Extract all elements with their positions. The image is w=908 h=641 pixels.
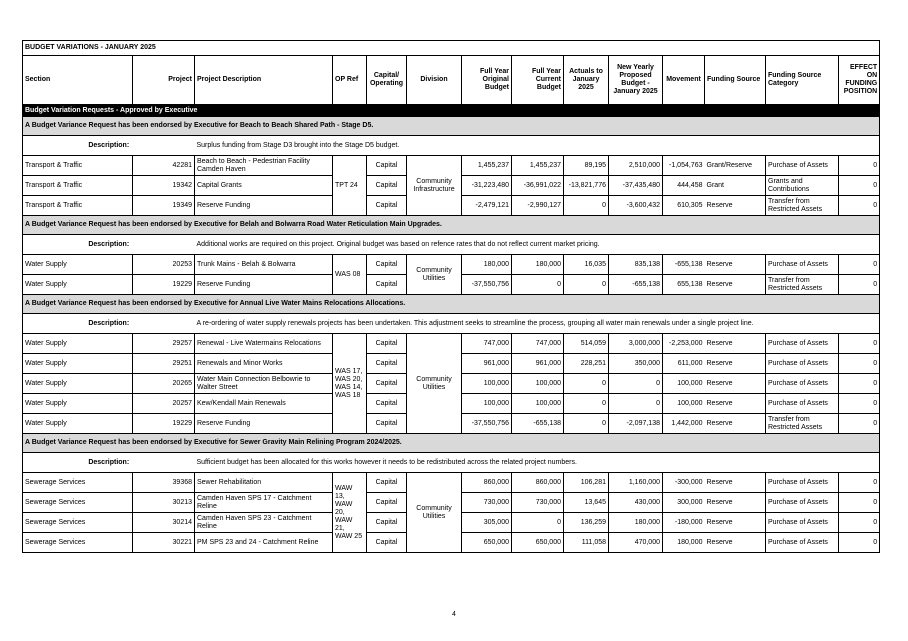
cell-new-yearly: 180,000 xyxy=(609,513,663,533)
cell-effect: 0 xyxy=(839,513,880,533)
cell-description: Camden Haven SPS 23 - Catchment Reline xyxy=(195,513,333,533)
cell-actuals: 0 xyxy=(564,394,609,414)
cell-new-yearly: 1,160,000 xyxy=(609,473,663,493)
division-cell: Community Utilities xyxy=(407,255,462,295)
cell-fy-curr: 100,000 xyxy=(512,394,564,414)
description-text: Surplus funding from Stage D3 brought into the Stage D5 budget. xyxy=(195,136,880,156)
cell-project: 20253 xyxy=(133,255,195,275)
cell-actuals: 16,035 xyxy=(564,255,609,275)
cell-description: Reserve Funding xyxy=(195,414,333,434)
cell-funding-source: Grant xyxy=(705,176,766,196)
cell-actuals: 136,259 xyxy=(564,513,609,533)
cell-effect: 0 xyxy=(839,493,880,513)
cell-fy-orig: -37,550,756 xyxy=(462,275,512,295)
header-capital-operating: Capital/ Operating xyxy=(367,56,407,105)
cell-movement: -2,253,000 xyxy=(663,334,705,354)
approved-banner: Budget Variation Requests - Approved by Executive xyxy=(23,105,880,117)
cell-new-yearly: 0 xyxy=(609,374,663,394)
cell-fy-curr: 0 xyxy=(512,513,564,533)
cell-project: 19342 xyxy=(133,176,195,196)
cell-fy-orig: 100,000 xyxy=(462,394,512,414)
cell-new-yearly: 3,000,000 xyxy=(609,334,663,354)
division-cell: Community Infrastructure xyxy=(407,156,462,216)
cell-section: Water Supply xyxy=(23,255,133,275)
cell-fy-orig: 100,000 xyxy=(462,374,512,394)
cell-effect: 0 xyxy=(839,334,880,354)
cell-effect: 0 xyxy=(839,176,880,196)
cell-description: Renewals and Minor Works xyxy=(195,354,333,374)
cell-cap-op: Capital xyxy=(367,394,407,414)
cell-new-yearly: -655,138 xyxy=(609,275,663,295)
page-number: 4 xyxy=(452,611,456,618)
cell-funding-source: Reserve xyxy=(705,533,766,553)
cell-section: Sewerage Services xyxy=(23,473,133,493)
cell-actuals: 106,281 xyxy=(564,473,609,493)
group-heading: A Budget Variance Request has been endorsed by Executive for Annual Live Water Mains Relocations Allocations. xyxy=(23,295,880,314)
cell-project: 20265 xyxy=(133,374,195,394)
cell-funding-cat: Purchase of Assets xyxy=(766,394,839,414)
cell-movement: 611,000 xyxy=(663,354,705,374)
cell-actuals: 0 xyxy=(564,414,609,434)
cell-actuals: 13,645 xyxy=(564,493,609,513)
cell-new-yearly: 350,000 xyxy=(609,354,663,374)
cell-effect: 0 xyxy=(839,255,880,275)
cell-new-yearly: 2,510,000 xyxy=(609,156,663,176)
cell-funding-source: Reserve xyxy=(705,394,766,414)
cell-cap-op: Capital xyxy=(367,473,407,493)
cell-effect: 0 xyxy=(839,533,880,553)
cell-funding-cat: Purchase of Assets xyxy=(766,493,839,513)
group-heading: A Budget Variance Request has been endorsed by Executive for Belah and Bolwarra Road Water Reticulation Main Upgrades. xyxy=(23,216,880,235)
cell-fy-orig: 305,000 xyxy=(462,513,512,533)
cell-movement: 100,000 xyxy=(663,394,705,414)
cell-movement: -180,000 xyxy=(663,513,705,533)
header-new-yearly: New Yearly Proposed Budget - January 2025 xyxy=(609,56,663,105)
cell-actuals: 89,195 xyxy=(564,156,609,176)
cell-fy-curr: 100,000 xyxy=(512,374,564,394)
cell-section: Sewerage Services xyxy=(23,513,133,533)
cell-description: Renewal - Live Watermains Relocations xyxy=(195,334,333,354)
cell-effect: 0 xyxy=(839,394,880,414)
cell-new-yearly: 470,000 xyxy=(609,533,663,553)
description-label: Description: xyxy=(23,136,195,156)
cell-new-yearly: -2,097,138 xyxy=(609,414,663,434)
cell-fy-orig: 650,000 xyxy=(462,533,512,553)
cell-funding-source: Reserve xyxy=(705,374,766,394)
cell-actuals: 514,059 xyxy=(564,334,609,354)
cell-description: PM SPS 23 and 24 - Catchment Reline xyxy=(195,533,333,553)
cell-movement: 1,442,000 xyxy=(663,414,705,434)
header-movement: Movement xyxy=(663,56,705,105)
cell-funding-cat: Purchase of Assets xyxy=(766,255,839,275)
cell-fy-curr: 1,455,237 xyxy=(512,156,564,176)
cell-funding-cat: Purchase of Assets xyxy=(766,354,839,374)
table-row xyxy=(23,334,880,354)
cell-description: Trunk Mains - Belah & Bolwarra xyxy=(195,255,333,275)
cell-description: Kew/Kendall Main Renewals xyxy=(195,394,333,414)
division-cell: Community Utilities xyxy=(407,334,462,434)
cell-funding-source: Reserve xyxy=(705,473,766,493)
cell-funding-cat: Purchase of Assets xyxy=(766,533,839,553)
cell-actuals: 0 xyxy=(564,196,609,216)
cell-fy-curr: 860,000 xyxy=(512,473,564,493)
cell-funding-source: Reserve xyxy=(705,255,766,275)
op-ref-cell: WAS 17, WAS 20, WAS 14, WAS 18 xyxy=(333,334,367,434)
cell-fy-curr: 650,000 xyxy=(512,533,564,553)
cell-project: 39368 xyxy=(133,473,195,493)
cell-fy-orig: -37,550,756 xyxy=(462,414,512,434)
cell-funding-cat: Transfer from Restricted Assets xyxy=(766,414,839,434)
cell-fy-orig: 1,455,237 xyxy=(462,156,512,176)
cell-movement: 100,000 xyxy=(663,374,705,394)
cell-fy-orig: 180,000 xyxy=(462,255,512,275)
table-title: BUDGET VARIATIONS - JANUARY 2025 xyxy=(23,41,880,56)
cell-effect: 0 xyxy=(839,354,880,374)
cell-description: Capital Grants xyxy=(195,176,333,196)
cell-funding-cat: Grants and Contributions xyxy=(766,176,839,196)
cell-funding-source: Reserve xyxy=(705,334,766,354)
cell-funding-cat: Transfer from Restricted Assets xyxy=(766,275,839,295)
cell-effect: 0 xyxy=(839,156,880,176)
cell-effect: 0 xyxy=(839,473,880,493)
cell-project: 19229 xyxy=(133,414,195,434)
header-full-year-original: Full Year Original Budget xyxy=(462,56,512,105)
description-label: Description: xyxy=(23,235,195,255)
cell-description: Reserve Funding xyxy=(195,275,333,295)
cell-effect: 0 xyxy=(839,414,880,434)
cell-funding-cat: Purchase of Assets xyxy=(766,374,839,394)
cell-description: Beach to Beach - Pedestrian Facility Camden Haven xyxy=(195,156,333,176)
cell-section: Water Supply xyxy=(23,394,133,414)
cell-funding-source: Reserve xyxy=(705,513,766,533)
cell-movement: 300,000 xyxy=(663,493,705,513)
cell-fy-curr: 961,000 xyxy=(512,354,564,374)
cell-cap-op: Capital xyxy=(367,354,407,374)
cell-cap-op: Capital xyxy=(367,156,407,176)
cell-new-yearly: 430,000 xyxy=(609,493,663,513)
cell-cap-op: Capital xyxy=(367,255,407,275)
cell-funding-source: Grant/Reserve xyxy=(705,156,766,176)
cell-new-yearly: 835,138 xyxy=(609,255,663,275)
cell-movement: -655,138 xyxy=(663,255,705,275)
cell-fy-curr: -655,138 xyxy=(512,414,564,434)
description-label: Description: xyxy=(23,314,195,334)
description-text: Sufficient budget has been allocated for this works however it needs to be redistributed across the related project numbers. xyxy=(195,453,880,473)
cell-fy-orig: -31,223,480 xyxy=(462,176,512,196)
cell-funding-cat: Purchase of Assets xyxy=(766,156,839,176)
cell-section: Water Supply xyxy=(23,354,133,374)
cell-project: 20257 xyxy=(133,394,195,414)
header-section: Section xyxy=(23,56,133,105)
cell-new-yearly: 0 xyxy=(609,394,663,414)
header-effect-on-funding: EFFECT ON FUNDING POSITION xyxy=(839,56,880,105)
cell-effect: 0 xyxy=(839,374,880,394)
cell-actuals: 228,251 xyxy=(564,354,609,374)
cell-funding-source: Reserve xyxy=(705,275,766,295)
header-division: Division xyxy=(407,56,462,105)
cell-movement: -300,000 xyxy=(663,473,705,493)
cell-funding-source: Reserve xyxy=(705,414,766,434)
header-op-ref: OP Ref xyxy=(333,56,367,105)
cell-fy-curr: 0 xyxy=(512,275,564,295)
cell-description: Reserve Funding xyxy=(195,196,333,216)
cell-fy-orig: -2,479,121 xyxy=(462,196,512,216)
cell-actuals: 0 xyxy=(564,374,609,394)
cell-section: Transport & Traffic xyxy=(23,196,133,216)
group-heading: A Budget Variance Request has been endorsed by Executive for Beach to Beach Shared Path - Stage D5. xyxy=(23,117,880,136)
cell-fy-orig: 747,000 xyxy=(462,334,512,354)
cell-section: Water Supply xyxy=(23,374,133,394)
cell-fy-orig: 730,000 xyxy=(462,493,512,513)
description-text: Additional works are required on this project. Original budget was based on refence rates that do not reflect current market pricing. xyxy=(195,235,880,255)
cell-project: 30221 xyxy=(133,533,195,553)
group-heading: A Budget Variance Request has been endorsed by Executive for Sewer Gravity Main Relining Program 2024/2025. xyxy=(23,434,880,453)
cell-cap-op: Capital xyxy=(367,334,407,354)
cell-fy-curr: -36,991,022 xyxy=(512,176,564,196)
header-funding-category: Funding Source Category xyxy=(766,56,839,105)
cell-cap-op: Capital xyxy=(367,493,407,513)
cell-section: Sewerage Services xyxy=(23,493,133,513)
cell-funding-cat: Purchase of Assets xyxy=(766,473,839,493)
cell-description: Sewer Rehabilitation xyxy=(195,473,333,493)
cell-cap-op: Capital xyxy=(367,176,407,196)
cell-funding-cat: Purchase of Assets xyxy=(766,334,839,354)
budget-variations-table xyxy=(22,40,880,553)
cell-new-yearly: -37,435,480 xyxy=(609,176,663,196)
cell-cap-op: Capital xyxy=(367,533,407,553)
cell-funding-source: Reserve xyxy=(705,354,766,374)
division-cell: Community Utilities xyxy=(407,473,462,553)
cell-movement: 655,138 xyxy=(663,275,705,295)
header-funding-source: Funding Source xyxy=(705,56,766,105)
cell-movement: -1,054,763 xyxy=(663,156,705,176)
cell-section: Water Supply xyxy=(23,414,133,434)
header-project-description: Project Description xyxy=(195,56,333,105)
cell-effect: 0 xyxy=(839,275,880,295)
cell-cap-op: Capital xyxy=(367,513,407,533)
cell-funding-source: Reserve xyxy=(705,493,766,513)
cell-actuals: 0 xyxy=(564,275,609,295)
table-row xyxy=(23,473,880,493)
op-ref-cell: WAS 08 xyxy=(333,255,367,295)
cell-section: Water Supply xyxy=(23,275,133,295)
cell-section: Sewerage Services xyxy=(23,533,133,553)
header-actuals: Actuals to January 2025 xyxy=(564,56,609,105)
cell-fy-curr: 180,000 xyxy=(512,255,564,275)
cell-cap-op: Capital xyxy=(367,275,407,295)
header-full-year-current: Full Year Current Budget xyxy=(512,56,564,105)
cell-project: 29251 xyxy=(133,354,195,374)
cell-description: Water Main Connection Belbowrie to Walter Street xyxy=(195,374,333,394)
table-row xyxy=(23,156,880,176)
cell-section: Transport & Traffic xyxy=(23,176,133,196)
cell-funding-cat: Purchase of Assets xyxy=(766,513,839,533)
cell-fy-curr: -2,990,127 xyxy=(512,196,564,216)
cell-section: Water Supply xyxy=(23,334,133,354)
header-row xyxy=(23,56,880,105)
description-label: Description: xyxy=(23,453,195,473)
cell-funding-source: Reserve xyxy=(705,196,766,216)
cell-cap-op: Capital xyxy=(367,374,407,394)
cell-new-yearly: -3,600,432 xyxy=(609,196,663,216)
op-ref-cell: WAW 13, WAW 20, WAW 21, WAW 25 xyxy=(333,473,367,553)
cell-project: 29257 xyxy=(133,334,195,354)
op-ref-cell: TPT 24 xyxy=(333,156,367,216)
cell-fy-orig: 961,000 xyxy=(462,354,512,374)
cell-project: 30214 xyxy=(133,513,195,533)
cell-section: Transport & Traffic xyxy=(23,156,133,176)
cell-description: Camden Haven SPS 17 - Catchment Reline xyxy=(195,493,333,513)
cell-actuals: 111,058 xyxy=(564,533,609,553)
cell-project: 19229 xyxy=(133,275,195,295)
cell-effect: 0 xyxy=(839,196,880,216)
header-project: Project xyxy=(133,56,195,105)
cell-project: 30213 xyxy=(133,493,195,513)
cell-cap-op: Capital xyxy=(367,414,407,434)
cell-fy-orig: 860,000 xyxy=(462,473,512,493)
cell-fy-curr: 747,000 xyxy=(512,334,564,354)
cell-project: 42281 xyxy=(133,156,195,176)
cell-cap-op: Capital xyxy=(367,196,407,216)
cell-movement: 180,000 xyxy=(663,533,705,553)
cell-funding-cat: Transfer from Restricted Assets xyxy=(766,196,839,216)
cell-movement: 444,458 xyxy=(663,176,705,196)
description-text: A re-ordering of water supply renewals projects has been undertaken. This adjustment seeks to streamline the process, grouping all water main renewals under a single project line. xyxy=(195,314,880,334)
cell-actuals: -13,821,776 xyxy=(564,176,609,196)
cell-fy-curr: 730,000 xyxy=(512,493,564,513)
cell-project: 19349 xyxy=(133,196,195,216)
cell-movement: 610,305 xyxy=(663,196,705,216)
table-row xyxy=(23,255,880,275)
